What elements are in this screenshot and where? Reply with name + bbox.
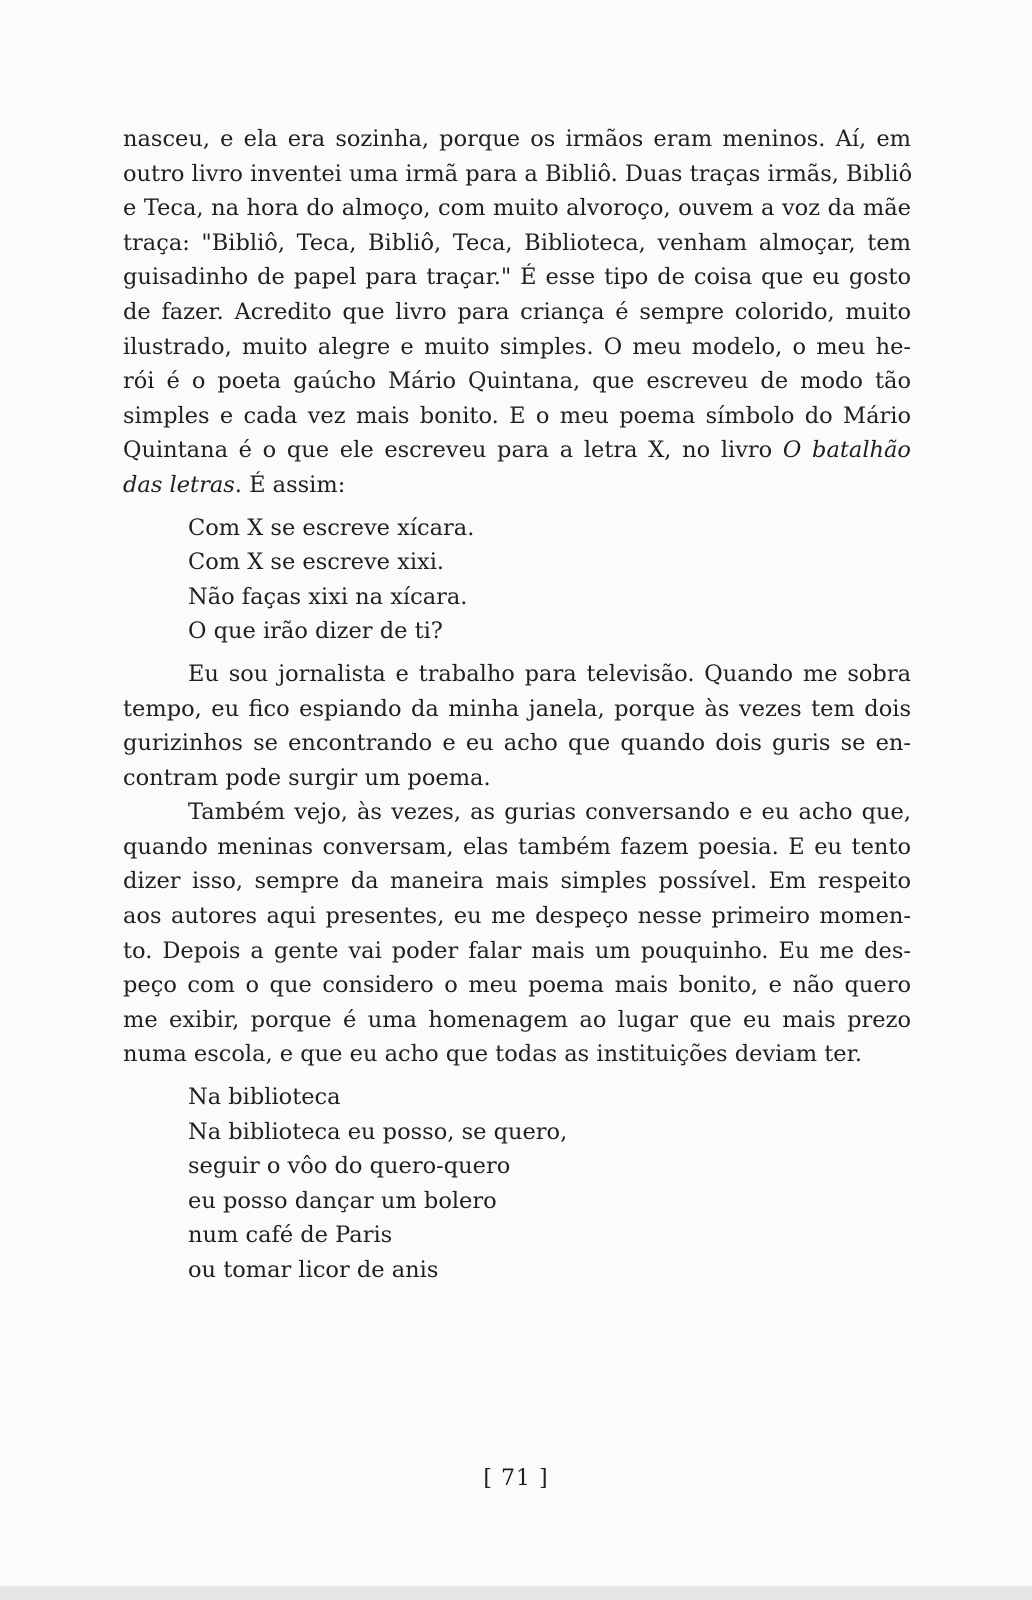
book-title: das letras [123, 471, 235, 498]
poem-line: Na biblioteca eu posso, se quero, [188, 1118, 568, 1145]
poem-line: Com X se escreve xícara. [188, 514, 475, 541]
poem-title: Na biblioteca [188, 1084, 341, 1111]
text-line: e Teca, na hora do almoço, com muito alvoroço, ouvem a voz da mãe [123, 195, 911, 222]
poem-1 [123, 511, 911, 649]
text-line: de fazer. Acredito que livro para criança é sempre colorido, muito [123, 298, 911, 325]
page-number: [ 71 ] [483, 1466, 549, 1491]
paragraph-2 [123, 657, 911, 795]
text-line: dizer isso, sempre da maneira mais simples possível. Em respeito [123, 868, 911, 895]
text-line: peço com o que considero o meu poema mais bonito, e não quero [123, 972, 911, 999]
poem-line: O que irão dizer de ti? [188, 618, 443, 645]
text-line: quando meninas conversam, elas também fazem poesia. E eu tento [123, 833, 911, 860]
poem-line: eu posso dançar um bolero [188, 1187, 497, 1214]
text-segment: . É assim: [234, 471, 346, 498]
text-line: aos autores aqui presentes, eu me despeço nesse primeiro momen- [123, 903, 911, 930]
text-line: nasceu, e ela era sozinha, porque os irmãos eram meninos. Aí, em [123, 126, 911, 152]
poem-line: seguir o vôo do quero-quero [188, 1153, 511, 1180]
text-line: guisadinho de papel para traçar." É esse tipo de coisa que eu gosto [123, 264, 911, 291]
paragraph-3 [123, 795, 911, 1072]
text-line: gurizinhos se encontrando e eu acho que quando dois guris se en- [123, 730, 911, 757]
text-line: to. Depois a gente vai poder falar mais um pouquinho. Eu me des- [123, 937, 911, 964]
text-line [123, 433, 911, 468]
text-line: traça: "Bibliô, Teca, Bibliô, Teca, Biblioteca, venham almoçar, tem [123, 229, 911, 256]
text-line: numa escola, e que eu acho que todas as instituições deviam ter. [123, 1041, 863, 1068]
poem-line: Não faças xixi na xícara. [188, 583, 468, 610]
paragraph-1 [123, 122, 911, 503]
text-line: contram pode surgir um poema. [123, 764, 491, 791]
poem-line: num café de Paris [188, 1222, 393, 1249]
book-title: O batalhão [782, 437, 911, 464]
poem-2 [123, 1080, 911, 1288]
text-segment: Quintana é o que ele escreveu para a letra X, no livro [123, 437, 773, 464]
text-line: outro livro inventei uma irmã para a Bibliô. Duas traças irmãs, Bibliô [123, 160, 913, 187]
page-bottom-edge [0, 1586, 1032, 1600]
text-line: ilustrado, muito alegre e muito simples. O meu modelo, o meu he- [123, 333, 911, 360]
text-line: me exibir, porque é uma homenagem ao lugar que eu mais prezo [123, 1006, 911, 1033]
body-text [123, 122, 911, 1288]
text-line: simples e cada vez mais bonito. E o meu poema símbolo do Mário [123, 402, 911, 429]
text-line: rói é o poeta gaúcho Mário Quintana, que escreveu de modo tão [123, 368, 911, 395]
text-line: Eu sou jornalista e trabalho para televisão. Quando me sobra [188, 660, 911, 687]
poem-line: Com X se escreve xixi. [188, 549, 445, 576]
text-line: Também vejo, às vezes, as gurias conversando e eu acho que, [188, 799, 911, 826]
poem-line: ou tomar licor de anis [188, 1257, 439, 1283]
text-line [123, 468, 911, 503]
text-line: tempo, eu fico espiando da minha janela, porque às vezes tem dois [123, 695, 911, 722]
